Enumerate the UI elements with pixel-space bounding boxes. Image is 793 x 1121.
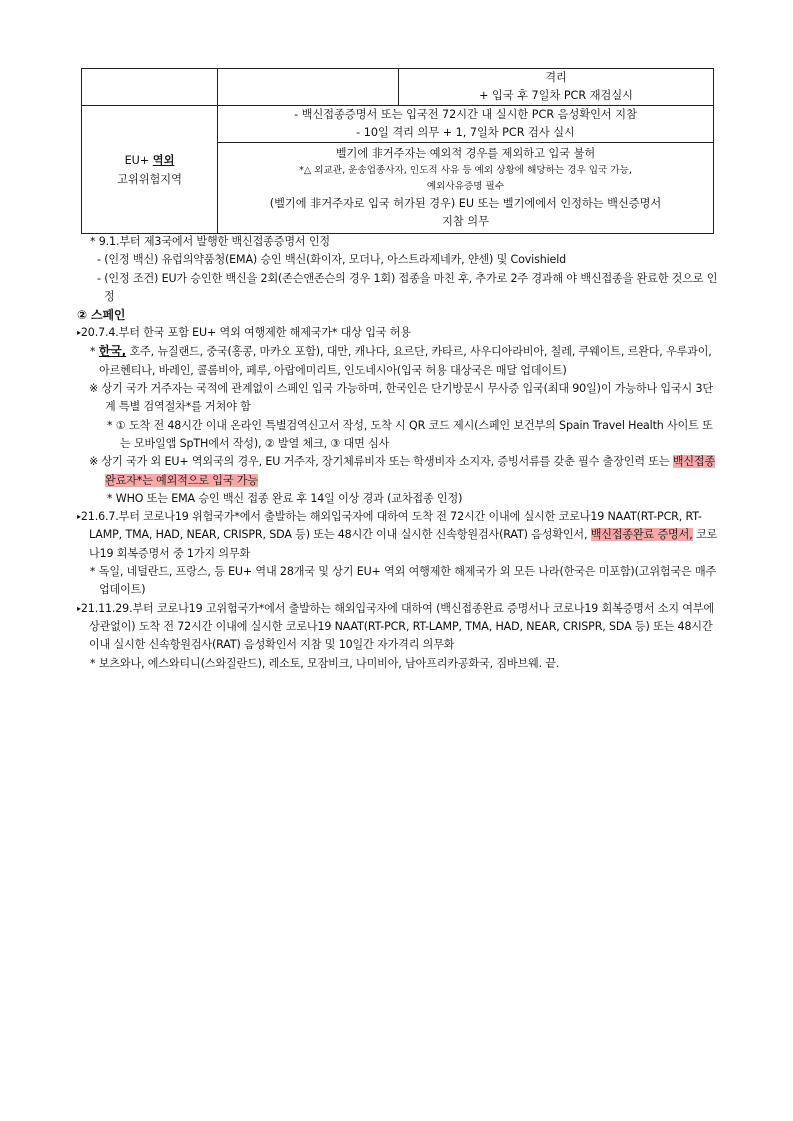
entry-requirements-table: [81, 68, 714, 234]
footnote-paragraph: [77, 342, 721, 380]
paragraph-text: 21.11.29.부터 코로나19 고위험국가*에서 출발하는 해외입국자에 대하여 (백신접종완료 증명서나 코로나19 회복증명서 소지 여부에 상관없이) 도착 전 72시간 이내에 실시한 코로나19 NAAT(RT-PCR, RT-LAMP, TMA, HAD, NEAR, CRISPR, SDA 등) 또는 48시간 이내 실시한 신속항원검사(RAT) 음성확인서 지참 및 10일간 자가격리 의무화: [80, 601, 715, 652]
region-underlined: 역외: [152, 153, 175, 167]
table-row: [82, 106, 714, 143]
table-cell: [82, 69, 218, 106]
bullet-paragraph: [77, 600, 721, 655]
highlighted-text: 백신접종완료 증명서,: [590, 528, 693, 542]
table-cell: [218, 69, 399, 106]
notice-paragraph: [77, 453, 721, 490]
footnote-paragraph: * 보츠와나, 에스와티니(스와질란드), 레소토, 모잠비크, 나미비아, 남아프리카공화국, 짐바브웨. 끝.: [90, 656, 560, 670]
cell-line: - 10일 격리 의무 + 1, 7일차 PCR 검사 실시: [356, 126, 575, 139]
paragraph-text: 호주, 뉴질랜드, 중국(홍콩, 마카오 포함), 대만, 캐나다, 요르단, 카타르, 사우디아라비아, 칠레, 쿠웨이트, 르완다, 우루과이, 아르헨티나, 바레인, 콜롬비아, 페루, 아랍에미리트, 인도네시아(입국 허용 대상국은 매달 업데이트): [99, 345, 712, 377]
region-label-line2: 고위위험지역: [117, 172, 182, 186]
table-row: [82, 69, 714, 106]
nonresident-cell: [218, 143, 714, 234]
document-body: [77, 233, 721, 673]
triangle-bullet-icon: ▸: [77, 603, 81, 613]
cell-line: - 백신접종증명서 또는 입국전 72시간 내 실시한 PCR 음성확인서 지참: [294, 108, 637, 121]
cell-line: 벨기에 非거주자는 예외적 경우를 제외하고 입국 불허: [335, 147, 596, 160]
cell-line: (벨기에 非거주자로 입국 허가된 경우) EU 또는 벨기에에서 인정하는 백신증명서: [269, 197, 662, 210]
section-heading: ② 스페인: [77, 308, 126, 323]
note-line: * 9.1.부터 제3국에서 발행한 백신접종증명서 인정: [90, 235, 330, 248]
bullet-paragraph: [77, 324, 721, 342]
triangle-bullet-icon: ▸: [77, 328, 81, 338]
triangle-bullet-icon: ▸: [77, 512, 81, 522]
note-line: - (인정 백신) 유럽의약품청(EMA) 승인 백신(화이자, 모더나, 아스트라제네카, 얀센) 및 Covishield: [97, 253, 567, 267]
footnote-paragraph: * ① 도착 전 48시간 이내 온라인 특별검역신고서 작성, 도착 시 QR 코드 제시(스페인 보건부의 Spain Travel Health 사이트 또는 모바일앱 SpTH에서 작성), ② 발열 체크, ③ 대면 심사: [107, 418, 713, 450]
footnote-mark: *: [90, 345, 99, 359]
paragraph-text: ※ 상기 국가 외 EU+ 역외국의 경우, EU 거주자, 장기체류비자 또는 학생비자 소지자, 증빙서류를 갖춘 필수 출장인력 또는: [89, 455, 673, 469]
notice-paragraph: ※ 상기 국가 거주자는 국적에 관계없이 스페인 입국 가능하며, 한국인은 단기방문시 무사증 입국(최대 90일)이 가능하나 입국시 3단계 특별 검역절차*를 거쳐야 함: [89, 382, 713, 414]
bullet-paragraph: [77, 508, 721, 563]
cell-line: + 입국 후 7일차 PCR 재검실시: [479, 89, 633, 102]
note-line: - (인정 조건) EU가 승인한 백신을 2회(존슨앤존슨의 경우 1회) 접종을 마친 후, 추가로 2주 경과해 야 백신접종을 완료한 것으로 인정: [97, 271, 718, 303]
highlight-country: 한국,: [98, 344, 127, 359]
cell-line: 격리: [545, 71, 567, 84]
requirements-cell: [218, 106, 714, 143]
table-cell: [399, 69, 714, 106]
paragraph-text: 20.7.4.부터 한국 포함 EU+ 역외 여행제한 해제국가* 대상 입국 허용: [80, 326, 411, 340]
region-cell: [82, 106, 218, 234]
paragraph-text: 21.6.7.부터 코로나19 위험국가*에서 출발하는 해외입국자에 대하여 도착 전 72시간 이내에 실시한 코로나19 NAAT(RT-PCR, RT-LAMP, TMA, HAD, NEAR, CRISPR, SDA 등) 또는 48시간 이내 실시한 신속항원검사(RAT) 음성확인서,: [80, 510, 702, 542]
paragraph-text: 코로나19 회복증명서 중 1가지 의무화: [89, 528, 718, 560]
highlighted-text: 백신접종완료자*는 예외적으로 입국 가능: [105, 455, 716, 487]
footnote-paragraph: * WHO 또는 EMA 승인 백신 접종 완료 후 14일 이상 경과 (교차접종 인정): [107, 491, 463, 505]
cell-line: 예외사유증명 필수: [426, 181, 505, 192]
cell-line: *△ 외교관, 운송업종사자, 인도적 사유 등 예외 상황에 해당하는 경우 입국 가능,: [299, 165, 632, 176]
footnote-paragraph: * 독일, 네덜란드, 프랑스, 등 EU+ 역내 28개국 및 상기 EU+ 역외 여행제한 해제국가 외 모든 나라(한국은 미포함)(고위험국은 매주 업데이트): [90, 565, 717, 597]
region-label: [82, 151, 217, 170]
cell-line: 지참 의무: [442, 215, 489, 228]
region-prefix: EU+: [124, 153, 153, 167]
